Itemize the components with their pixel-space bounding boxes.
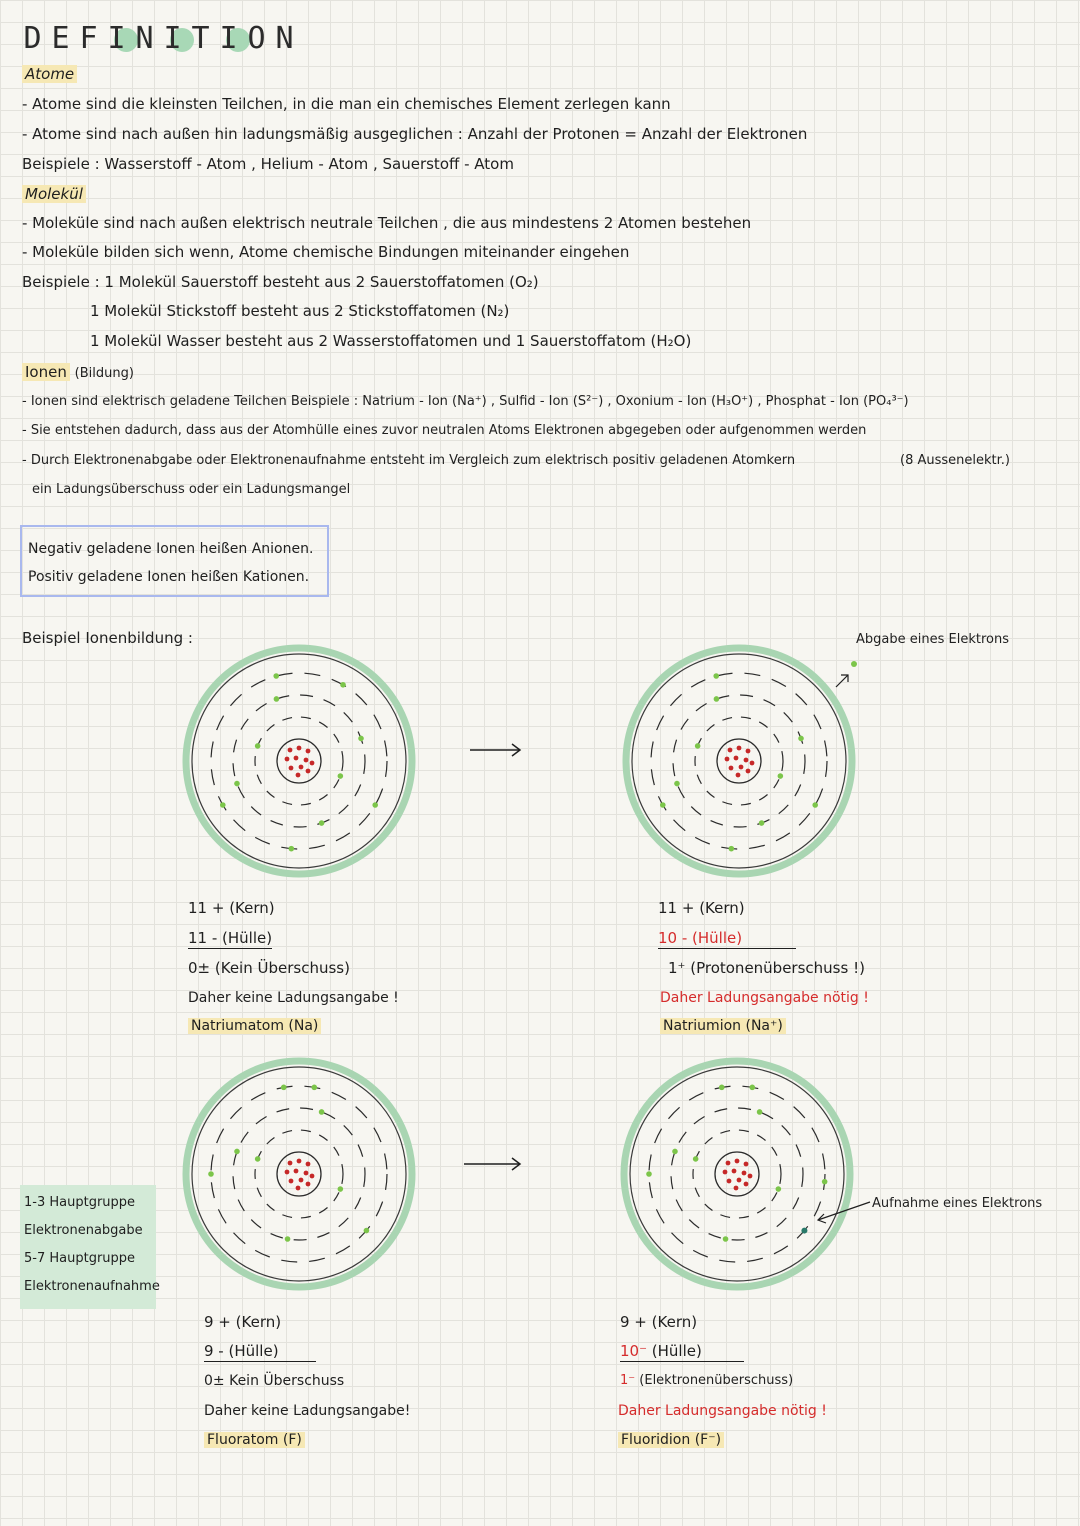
electron-shell [693,1130,781,1218]
f-note: Daher keine Ladungsangabe! [204,1403,411,1419]
title-letter: I [216,20,242,56]
na-ion-name: Natriumion (Na⁺) [660,1016,786,1036]
electron-shell [673,695,805,827]
proton [297,746,302,751]
atome-line-3: Beispiele : Wasserstoff - Atom , Helium - Atom , Sauerstoff - Atom [22,155,514,173]
electron [723,1236,729,1242]
proton [296,1186,301,1191]
electron [285,1236,291,1242]
proton [289,766,294,771]
proton [299,765,304,770]
proton [746,769,751,774]
proton [726,1161,731,1166]
electron [358,736,364,742]
electron [713,673,719,679]
electron-shell [255,717,343,805]
proton [289,1179,294,1184]
proton [285,1170,290,1175]
proton [734,756,739,761]
ionen-line-4: ein Ladungsüberschuss oder ein Ladungsmangel [32,482,351,497]
electron [311,1085,317,1091]
title-letter: T [191,20,211,56]
sodium-atom-diagram [180,642,418,880]
title-letter: I [160,20,186,56]
title-letter: I [104,20,130,56]
proton [739,765,744,770]
proton [748,1174,753,1179]
electron [220,802,226,808]
outer-ring [626,648,852,874]
proton [734,1186,739,1191]
outer-ring [624,1061,850,1287]
na-huelle: 11 - (Hülle) [188,929,273,947]
electron [234,1149,240,1155]
proton [306,1162,311,1167]
sidebox-line-3: 5-7 Hauptgruppe [24,1251,136,1266]
outer-ring [186,648,412,874]
electron [255,743,261,749]
electron [646,1171,652,1177]
proton [737,1178,742,1183]
atome-line-2: - Atome sind nach außen hin ladungsmäßig ausgeglichen : Anzahl der Protonen = Anzahl der Elektronen [22,125,808,143]
annotation-aufnahme: Aufnahme eines Elektrons [872,1196,1043,1211]
proton [294,1169,299,1174]
electron-shell [671,1108,803,1240]
proton [306,769,311,774]
page-title [20,20,298,56]
proton [285,757,290,762]
outer-ring [186,1061,412,1287]
proton [310,761,315,766]
f-charge: 0± Kein Überschuss [204,1373,345,1389]
electron [672,1149,678,1155]
electron [674,781,680,787]
electron [798,736,804,742]
electron [372,802,378,808]
f-ion-note: Daher Ladungsangabe nötig ! [618,1403,827,1419]
sidebox-line-2: Elektronenabgabe [24,1223,143,1238]
electron [255,1156,261,1162]
electron-shell [233,695,365,827]
ionen-side-note: (8 Aussenelektr.) [900,453,1010,468]
reaction-arrow-bottom [462,1154,526,1174]
ionen-heading: Ionen (Bildung) [22,362,134,384]
title-letter: F [79,20,99,56]
proton [296,773,301,778]
proton [310,1174,315,1179]
electron-shell [211,1086,387,1262]
gained-electron [801,1228,807,1234]
atome-heading: Atome [22,64,77,84]
hauptgruppe-box [20,1185,160,1309]
electron [749,1085,755,1091]
na-ion-charge: 1⁺ (Protonenüberschuss !) [668,959,865,977]
electron [693,1156,699,1162]
electron-shell [649,1086,825,1262]
fluor-atom-diagram [180,1055,418,1293]
electron [364,1228,370,1234]
proton [744,1182,749,1187]
f-ion-charge: 1⁻ (Elektronenüberschuss) [620,1373,794,1388]
na-ion-huelle: 10 - (Hülle) [658,928,796,949]
f-ion-name: Fluoridion (F⁻) [618,1430,724,1450]
proton [304,1171,309,1176]
molekuel-line-5: 1 Molekül Wasser besteht aus 2 Wasserstoffatomen und 1 Sauerstoffatom (H₂O) [90,332,692,350]
title-letter: N [135,20,155,56]
proton [729,766,734,771]
proton [299,1178,304,1183]
reaction-arrow-top [468,740,528,760]
anionen-definition: Negativ geladene Ionen heißen Anionen. [28,541,314,557]
proton [723,1170,728,1175]
electron [660,802,666,808]
atome-line-1: - Atome sind die kleinsten Teilchen, in die man ein chemisches Element zerlegen kann [22,95,671,113]
proton [728,748,733,753]
f-kern: 9 + (Kern) [204,1313,282,1331]
title-letter: E [51,20,71,56]
proton [288,748,293,753]
electron [729,846,735,852]
molekuel-line-3: Beispiele : 1 Molekül Sauerstoff besteht aus 2 Sauerstoffatomen (O₂) [22,273,539,291]
na-ion-note: Daher Ladungsangabe nötig ! [660,990,869,1006]
electron [281,1085,287,1091]
fluor-ion-diagram [618,1055,856,1293]
electron [273,673,279,679]
proton [306,749,311,754]
proton [294,756,299,761]
electron [776,1186,782,1192]
na-ion-kern: 11 + (Kern) [658,899,745,917]
proton [725,757,730,762]
electron-in-pointer [808,1196,874,1230]
electron [319,1109,325,1115]
electron [208,1171,214,1177]
na-charge: 0± (Kein Überschuss) [188,959,350,977]
proton [744,1162,749,1167]
proton [735,1159,740,1164]
electron [759,820,765,826]
electron [757,1109,763,1115]
electron [822,1179,828,1185]
proton [742,1171,747,1176]
molekuel-line-1: - Moleküle sind nach außen elektrisch neutrale Teilchen , die aus mindestens 2 Atomen bestehen [22,214,752,232]
title-letter: N [275,20,295,56]
proton [744,758,749,763]
electron [714,696,720,702]
electron [812,802,818,808]
na-note: Daher keine Ladungsangabe ! [188,990,399,1006]
electron [778,773,784,779]
electron [274,696,280,702]
ionen-line-3: - Durch Elektronenabgabe oder Elektronenaufnahme entsteht im Vergleich zum elektrisch positiv geladenen Atomkern [22,453,796,468]
electron-out-pointer [830,655,870,695]
proton [727,1179,732,1184]
electron [289,846,295,852]
f-ion-kern: 9 + (Kern) [620,1313,698,1331]
electron [340,682,346,688]
proton [732,1169,737,1174]
electron-shell [211,673,387,849]
proton [288,1161,293,1166]
na-kern: 11 + (Kern) [188,899,275,917]
kationen-definition: Positiv geladene Ionen heißen Kationen. [28,569,310,585]
ionen-line-2: - Sie entstehen dadurch, dass aus der Atomhülle eines zuvor neutralen Atoms Elektronen abgegeben oder aufgenommen werden [22,423,867,438]
electron-shell [255,1130,343,1218]
f-ion-huelle: 10⁻ (Hülle) [620,1341,744,1362]
electron [695,743,701,749]
electron-shell [651,673,827,849]
molekuel-line-4: 1 Molekül Stickstoff besteht aus 2 Stickstoffatomen (N₂) [90,302,510,320]
electron-shell [233,1108,365,1240]
proton [736,773,741,778]
electron [719,1085,725,1091]
f-name: Fluoratom (F) [204,1430,305,1450]
title-letter: O [247,20,267,56]
proton [297,1159,302,1164]
sodium-ion-diagram [620,642,858,880]
annotation-abgabe: Abgabe eines Elektrons [856,632,1009,647]
proton [746,749,751,754]
proton [750,761,755,766]
molekuel-line-2: - Moleküle bilden sich wenn, Atome chemische Bindungen miteinander eingehen [22,243,630,261]
electron [338,1186,344,1192]
electron-shell [695,717,783,805]
example-heading: Beispiel Ionenbildung : [22,629,193,647]
electron [319,820,325,826]
proton [304,758,309,763]
molekuel-heading: Molekül [22,184,86,204]
sidebox-line-1: 1-3 Hauptgruppe [24,1195,136,1210]
electron [234,781,240,787]
ionen-line-1: - Ionen sind elektrisch geladene Teilchen Beispiele : Natrium - Ion (Na⁺) , Sulfid - Ion (S²⁻) , Oxonium - Ion (H₃O⁺) , Phosphat - Ion (PO₄³⁻) [22,394,909,409]
proton [306,1182,311,1187]
proton [737,746,742,751]
f-huelle: 9 - (Hülle) [204,1341,316,1362]
definition-box [20,525,329,597]
sidebox-line-4: Elektronenaufnahme [24,1279,160,1294]
electron [338,773,344,779]
na-name: Natriumatom (Na) [188,1016,321,1036]
title-letter: D [23,20,43,56]
